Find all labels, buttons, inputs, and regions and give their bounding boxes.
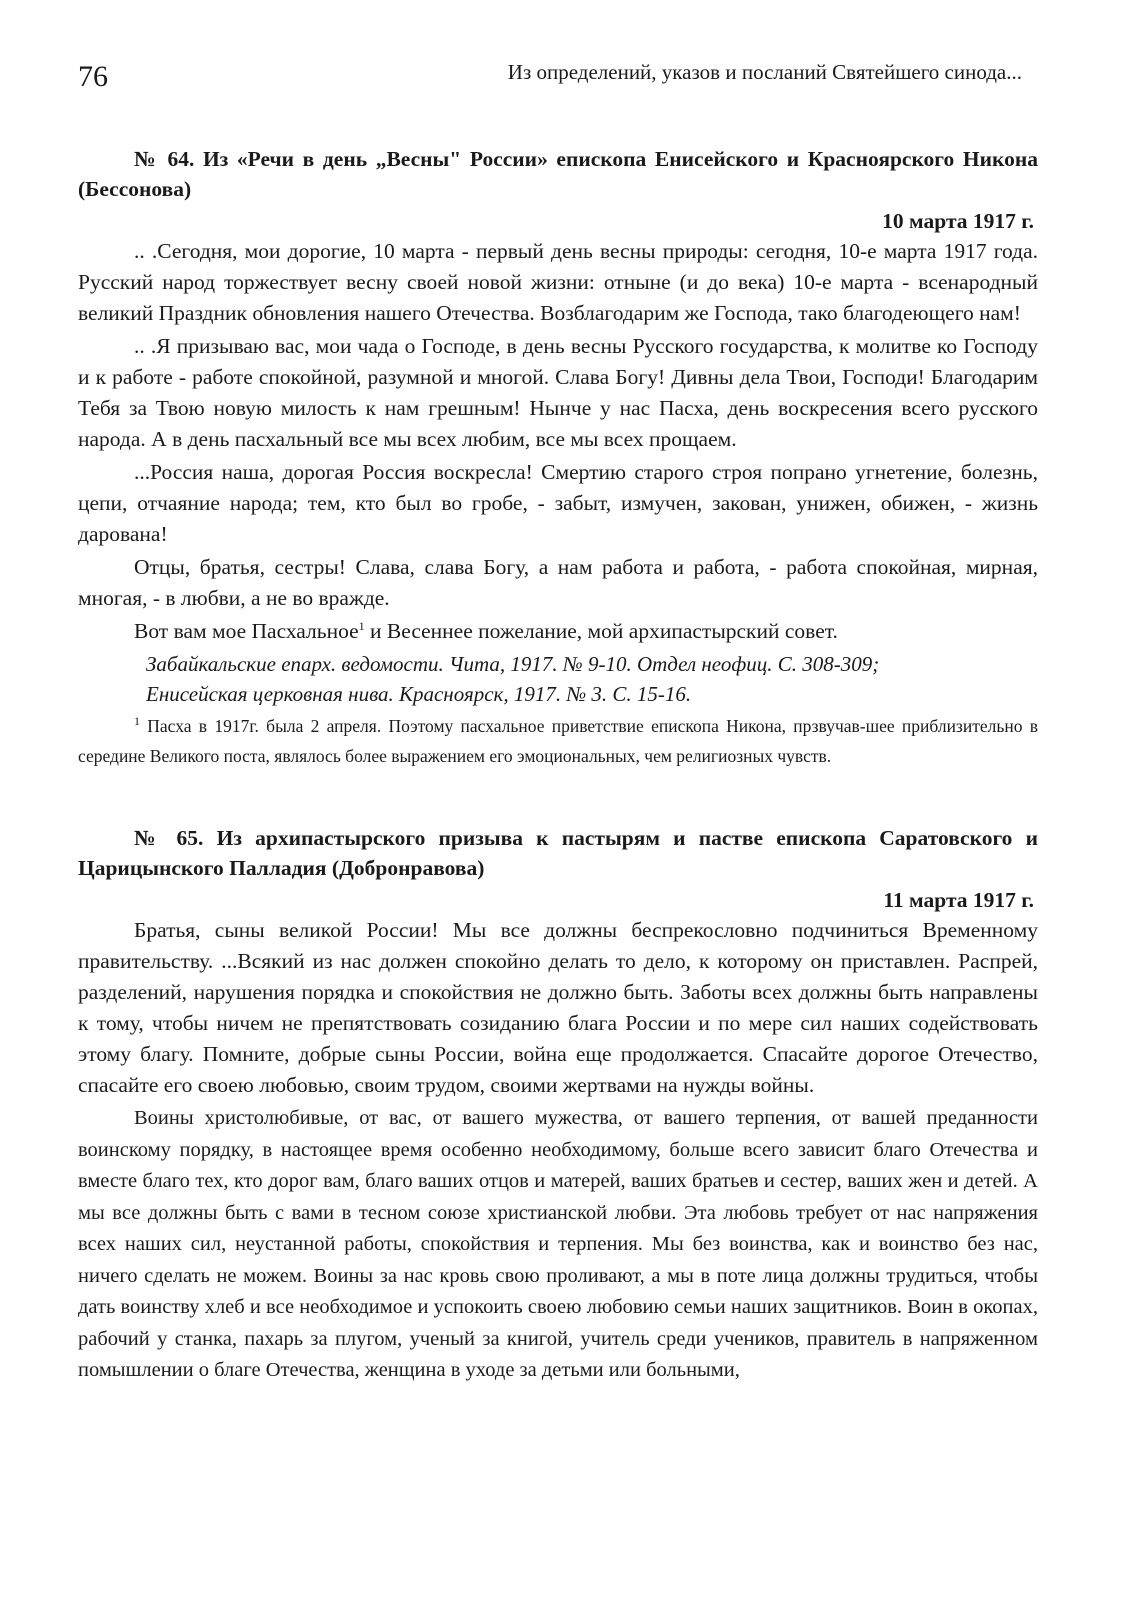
document-64 [78, 144, 1038, 771]
document-64-paragraph: ...Россия наша, дорогая Россия воскресла! Смертию старого строя попрано угнетение, болезнь, цепи, отчаяние народа; тем, кто был во гробе, - забыт, измучен, закован, унижен, обижен, - жизнь дарована! [78, 460, 1038, 546]
document-65-heading: № 65. Из архипастырского призыва к пастырям и пастве епископа Саратовского и Царицынского Палладия (Добронравова) [78, 826, 1038, 880]
running-title: Из определений, указов и посланий Святейшего синода... [507, 60, 1022, 84]
paragraph-text: и Весеннее пожелание, мой архипастырский совет. [364, 619, 838, 643]
document-65-paragraph: Братья, сыны великой России! Мы все должны беспрекословно подчиниться Временному правительству. ...Всякий из нас должен спокойно делать то дело, к которому он приставлен. Распрей, разделений, нарушения порядка и спокойствия не должно быть. Заботы всех должны быть направлены к тому, чтобы ничем не препятствовать созиданию блага России и по мере сил наших содействовать этому благу. Помните, добрые сыны России, война еще продолжается. Спасайте дорогое Отечество, спасайте его своею любовью, своим трудом, своими жертвами на нужды войны. [78, 918, 1038, 1097]
document-65-date: 11 марта 1917 г. [883, 888, 1034, 912]
source-citation: Забайкальские епарх. ведомости. Чита, 1917. № 9-10. Отдел неофиц. С. 308-309; [146, 652, 880, 676]
document-64-paragraph: .. .Я призываю вас, мои чада о Господе, в день весны Русского государства, к молитве ко Господу и к работе - работе спокойной, разумной и многой. Слава Богу! Дивны дела Твои, Господи! Благодарим Тебя за Твою новую милость к нам грешным! Нынче у нас Пасха, день воскресения всего русского народа. А в день пасхальный все мы всех любим, все мы всех прощаем. [78, 334, 1038, 451]
document-65 [78, 823, 1038, 1387]
footnote-reference: 1 [358, 618, 365, 633]
footnote-text: Пасха в 1917г. была 2 апреля. Поэтому пасхальное приветствие епископа Никона, прзвучав-шее приблизительно в середине Великого поста, являлось более выражением его эмоциональных, чем религиозных чувств. [78, 716, 1038, 766]
document-64-paragraph-last [78, 616, 1038, 647]
paragraph-text: Вот вам мое Пасхальное [134, 619, 359, 643]
document-page [78, 58, 1038, 1389]
document-64-heading: № 64. Из «Речи в день „Весны" России» епископа Енисейского и Красноярского Никона (Бессонова) [78, 147, 1038, 201]
running-header [78, 58, 1038, 108]
document-65-paragraph: Воины христолюбивые, от вас, от вашего мужества, от вашего терпения, от вашей преданности воинскому порядку, в настоящее время особенно необходимому, больше всего зависит благо Отечества и вместе благо тех, кто дорог вам, благо ваших отцов и матерей, ваших братьев и сестер, ваших жен и детей. А мы все должны быть с вами в тесном союзе христианской любви. Эта любовь требует от нас напряжения всех наших сил, неустанной работы, спокойствия и терпения. Мы без воинства, как и воинство без нас, ничего сделать не можем. Воины за нас кровь свою проливают, а мы в поте лица должны трудиться, чтобы дать воинству хлеб и все необходимое и успокоить своею любовию семьи наших защитников. Воин в окопах, рабочий у станка, пахарь за плугом, ученый за книгой, учитель среди учеников, правитель в напряженном помышлении о благе Отечества, женщина в уходе за детьми или больными, [78, 1107, 1038, 1381]
document-64-paragraph: Отцы, братья, сестры! Слава, слава Богу, а нам работа и работа, - работа спокойная, мирная, многая, - в любви, а не во вражде. [78, 555, 1038, 610]
footnote-number: 1 [134, 714, 140, 729]
source-citation: Енисейская церковная нива. Красноярск, 1917. № 3. С. 15-16. [146, 682, 692, 706]
document-64-paragraph: .. .Сегодня, мои дорогие, 10 марта - первый день весны природы: сегодня, 10-е марта 1917 года. Русский народ торжествует весну своей новой жизни: отныне (и до века) 10-е марта - всенародный великий Праздник обновления нашего Отечества. Возблагодарим же Господа, тако благодеющего нам! [78, 239, 1038, 325]
section-divider [78, 771, 1038, 787]
footnote [78, 711, 1038, 771]
page-number: 76 [78, 60, 108, 93]
document-64-date: 10 марта 1917 г. [882, 209, 1034, 233]
